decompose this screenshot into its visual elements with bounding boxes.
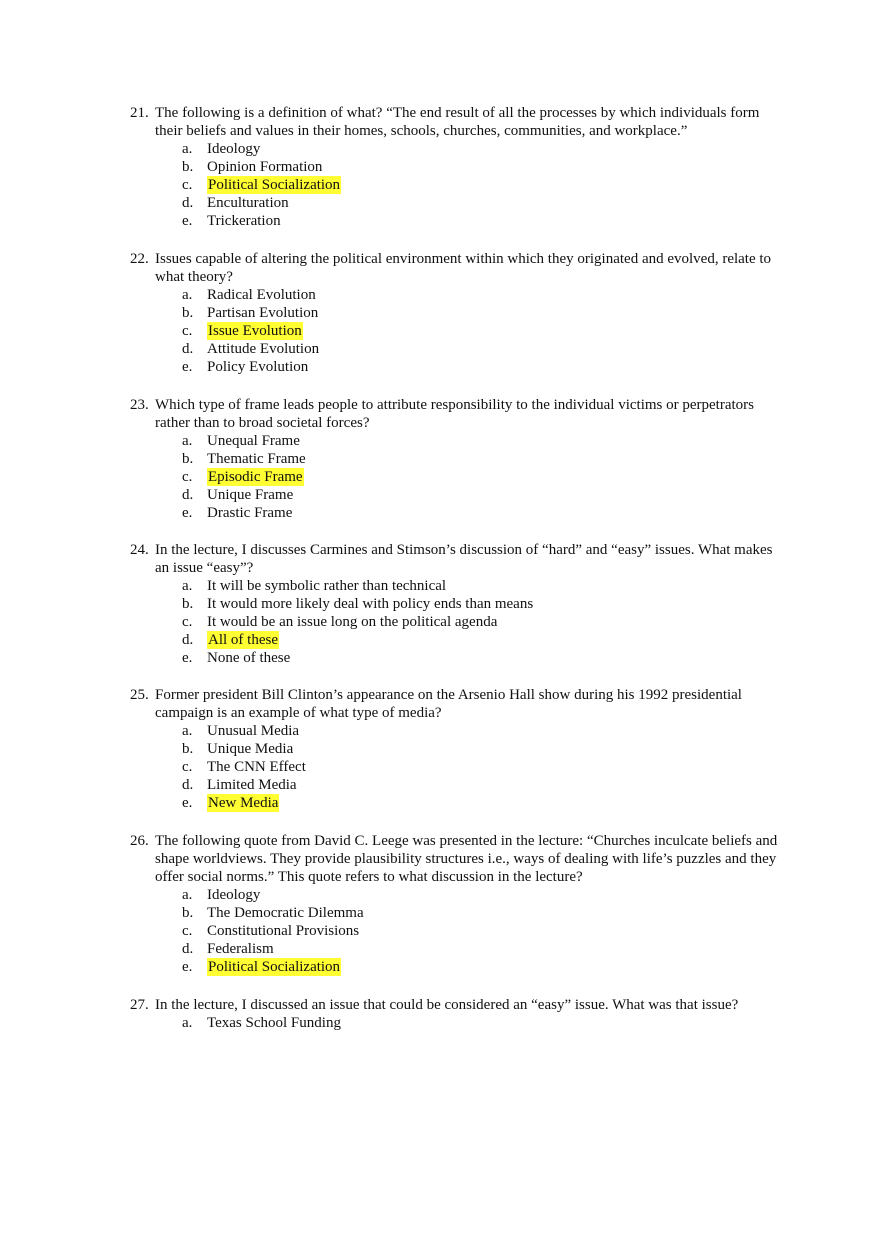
question-number: 21. — [130, 105, 149, 121]
question-number: 22. — [130, 251, 149, 267]
question-number: 23. — [130, 397, 149, 413]
option-letter: e. — [182, 959, 193, 975]
option-text-highlighted: Political Socialization — [208, 959, 341, 975]
question-text: The following quote from David C. Leege was presented in the lecture: “Churches inculcate beliefs and shape worldviews. They provide plausibility structures i.e., ways of dealing with life’s puzzles and they offer social norms.” This quote refers to what discussion in the lecture? — [155, 833, 778, 885]
option-text: Unequal Frame — [207, 433, 300, 449]
option-letter: a. — [182, 141, 193, 157]
option-item — [182, 140, 790, 158]
option-letter: d. — [182, 341, 194, 357]
option-item — [182, 212, 790, 230]
option-text: Constitutional Provisions — [207, 923, 360, 939]
option-item — [182, 158, 790, 176]
option-letter: b. — [182, 451, 194, 467]
option-item — [182, 740, 790, 758]
option-text: Partisan Evolution — [207, 305, 319, 321]
question-text: In the lecture, I discusses Carmines and Stimson’s discussion of “hard” and “easy” issues. What makes an issue “easy”? — [155, 542, 773, 576]
option-item — [182, 176, 790, 194]
option-letter: b. — [182, 905, 194, 921]
option-text-highlighted: Political Socialization — [208, 177, 341, 193]
option-list — [182, 432, 790, 522]
option-item — [182, 577, 790, 595]
option-letter: e. — [182, 213, 193, 229]
option-item — [182, 886, 790, 904]
question-27 — [130, 996, 790, 1032]
option-text: It would be an issue long on the political agenda — [207, 614, 498, 630]
option-letter: e. — [182, 795, 193, 811]
option-text: Policy Evolution — [207, 359, 309, 375]
option-list — [182, 722, 790, 812]
option-text-highlighted: Issue Evolution — [208, 323, 302, 339]
option-item — [182, 904, 790, 922]
option-item — [182, 649, 790, 667]
option-item — [182, 940, 790, 958]
option-text: Unique Frame — [207, 487, 294, 503]
option-text: Federalism — [207, 941, 274, 957]
option-list — [182, 886, 790, 976]
question-text: Which type of frame leads people to attribute responsibility to the individual victims or perpetrators rather than to broad societal forces? — [155, 397, 755, 431]
option-letter: b. — [182, 305, 194, 321]
option-letter: a. — [182, 287, 193, 303]
option-letter: d. — [182, 777, 194, 793]
option-letter: b. — [182, 741, 194, 757]
option-item — [182, 340, 790, 358]
option-letter: b. — [182, 159, 194, 175]
option-item — [182, 776, 790, 794]
question-number: 25. — [130, 687, 149, 703]
option-list — [182, 140, 790, 230]
option-item — [182, 922, 790, 940]
question-number: 24. — [130, 542, 149, 558]
option-text-highlighted: All of these — [208, 632, 278, 648]
option-list — [182, 577, 790, 667]
option-text: Drastic Frame — [207, 505, 293, 521]
option-letter: c. — [182, 923, 193, 939]
option-letter: c. — [182, 323, 193, 339]
option-text: It will be symbolic rather than technical — [207, 578, 447, 594]
option-letter: a. — [182, 1015, 193, 1031]
option-letter: e. — [182, 359, 193, 375]
option-text: It would more likely deal with policy ends than means — [207, 596, 534, 612]
option-text: Limited Media — [207, 777, 297, 793]
option-text-highlighted: New Media — [208, 795, 279, 811]
option-item — [182, 194, 790, 212]
question-number: 27. — [130, 997, 149, 1013]
option-item — [182, 1014, 790, 1032]
option-list — [182, 1014, 790, 1032]
option-text: Trickeration — [207, 213, 281, 229]
option-text-highlighted: Episodic Frame — [208, 469, 303, 485]
option-text: Thematic Frame — [207, 451, 306, 467]
option-letter: b. — [182, 596, 194, 612]
option-letter: a. — [182, 433, 193, 449]
question-text: The following is a definition of what? “The end result of all the processes by which individuals form their beliefs and values in their homes, schools, churches, communities, and workplace.” — [155, 105, 760, 139]
option-letter: d. — [182, 195, 194, 211]
option-letter: a. — [182, 723, 193, 739]
question-25 — [130, 686, 790, 812]
option-item — [182, 794, 790, 812]
option-item — [182, 758, 790, 776]
option-text: Texas School Funding — [207, 1015, 341, 1031]
option-item — [182, 450, 790, 468]
option-letter: d. — [182, 941, 194, 957]
option-text: Unusual Media — [207, 723, 300, 739]
option-item — [182, 304, 790, 322]
option-letter: c. — [182, 614, 193, 630]
question-22 — [130, 250, 790, 376]
option-text: Radical Evolution — [207, 287, 316, 303]
option-letter: c. — [182, 177, 193, 193]
option-item — [182, 322, 790, 340]
question-26 — [130, 832, 790, 976]
option-list — [182, 286, 790, 376]
option-item — [182, 958, 790, 976]
option-item — [182, 358, 790, 376]
option-text: Enculturation — [207, 195, 289, 211]
option-item — [182, 468, 790, 486]
option-letter: a. — [182, 578, 193, 594]
option-text: Unique Media — [207, 741, 294, 757]
question-23 — [130, 396, 790, 522]
question-text: Former president Bill Clinton’s appearance on the Arsenio Hall show during his 1992 presidential campaign is an example of what type of media? — [155, 687, 742, 721]
option-letter: d. — [182, 487, 194, 503]
option-item — [182, 595, 790, 613]
option-letter: e. — [182, 505, 193, 521]
question-text: In the lecture, I discussed an issue that could be considered an “easy” issue. What was that issue? — [155, 997, 739, 1013]
option-item — [182, 432, 790, 450]
option-letter: c. — [182, 759, 193, 775]
option-letter: c. — [182, 469, 193, 485]
option-text: Ideology — [207, 887, 261, 903]
option-text: Attitude Evolution — [207, 341, 320, 357]
option-item — [182, 286, 790, 304]
option-item — [182, 504, 790, 522]
option-text: Opinion Formation — [207, 159, 323, 175]
option-text: None of these — [207, 650, 291, 666]
question-text: Issues capable of altering the political environment within which they originated and evolved, relate to what theory? — [155, 251, 772, 285]
option-text: The CNN Effect — [207, 759, 306, 775]
option-text: The Democratic Dilemma — [207, 905, 364, 921]
question-number: 26. — [130, 833, 149, 849]
option-item — [182, 631, 790, 649]
option-letter: a. — [182, 887, 193, 903]
question-21 — [130, 104, 790, 230]
option-item — [182, 613, 790, 631]
option-item — [182, 486, 790, 504]
option-text: Ideology — [207, 141, 261, 157]
question-24 — [130, 541, 790, 667]
option-letter: d. — [182, 632, 194, 648]
option-letter: e. — [182, 650, 193, 666]
option-item — [182, 722, 790, 740]
